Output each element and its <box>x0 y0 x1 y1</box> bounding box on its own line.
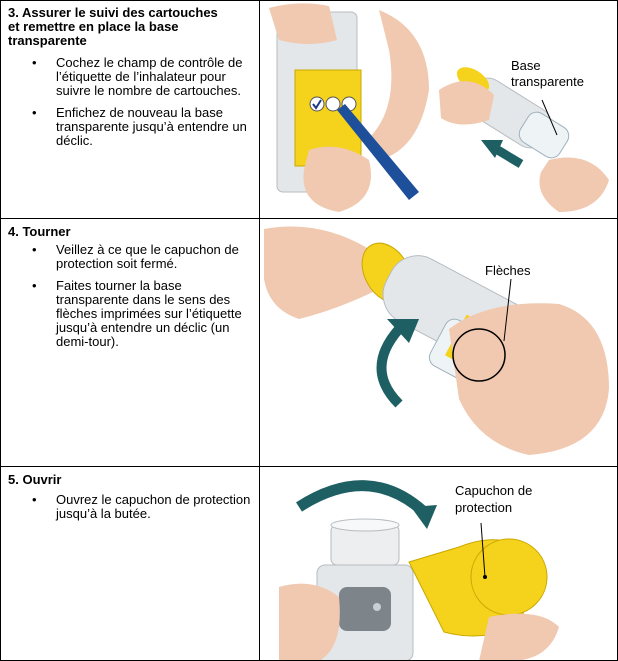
step-3-image-cell <box>259 0 618 218</box>
step-3-bullets <box>0 56 259 156</box>
step-3-label-line-2: transparente <box>511 74 584 89</box>
step-5-row <box>0 467 618 661</box>
step-4-title: 4. Tourner <box>8 224 71 239</box>
row-divider-2 <box>0 466 618 467</box>
step-3-bullet-1: • Cochez le champ de contrôle de l’étiquette de l’inhalateur pour suivre le nombre de cartouches. <box>0 56 254 98</box>
step-4-image-cell <box>259 219 618 466</box>
table-border-top <box>0 0 618 1</box>
step-3-label-line-1: Base <box>511 58 541 73</box>
step-5-bullets <box>0 493 259 529</box>
step-3-bullet-2: • Enfichez de nouveau la base transparente jusqu’à entendre un déclic. <box>0 106 254 148</box>
step-3-text-cell <box>0 0 259 218</box>
step-4-bullet-1: • Veillez à ce que le capuchon de protection soit fermé. <box>0 243 254 271</box>
step-5-bullet-1: • Ouvrez le capuchon de protection jusqu’à la butée. <box>0 493 254 521</box>
step-5-title: 5. Ouvrir <box>8 472 62 487</box>
column-divider <box>259 0 260 661</box>
step-4-text-cell <box>0 219 259 466</box>
step-4-label: Flèches <box>485 263 531 278</box>
step-3-illustration <box>259 0 618 218</box>
step-5-image-cell <box>259 467 618 661</box>
table-border-left <box>0 0 1 661</box>
step-3-title: 3. Assurer le suivi des cartouches et remettre en place la base transparente <box>8 5 218 48</box>
step-4-bullets <box>0 243 259 357</box>
step-4-illustration <box>259 219 618 466</box>
step-5-label-line-1: Capuchon de <box>455 483 533 498</box>
step-4-row <box>0 219 618 466</box>
step-5-label-line-2: protection <box>455 500 513 515</box>
step-5-illustration <box>259 467 618 661</box>
step-3-row <box>0 0 618 218</box>
step-5-text-cell <box>0 467 259 661</box>
row-divider-1 <box>0 218 618 219</box>
step-4-bullet-2: • Faites tourner la base transparente dans le sens des flèches imprimées sur l’étiquette jusqu’à entendre un déclic (un demi-tour). <box>0 279 254 349</box>
